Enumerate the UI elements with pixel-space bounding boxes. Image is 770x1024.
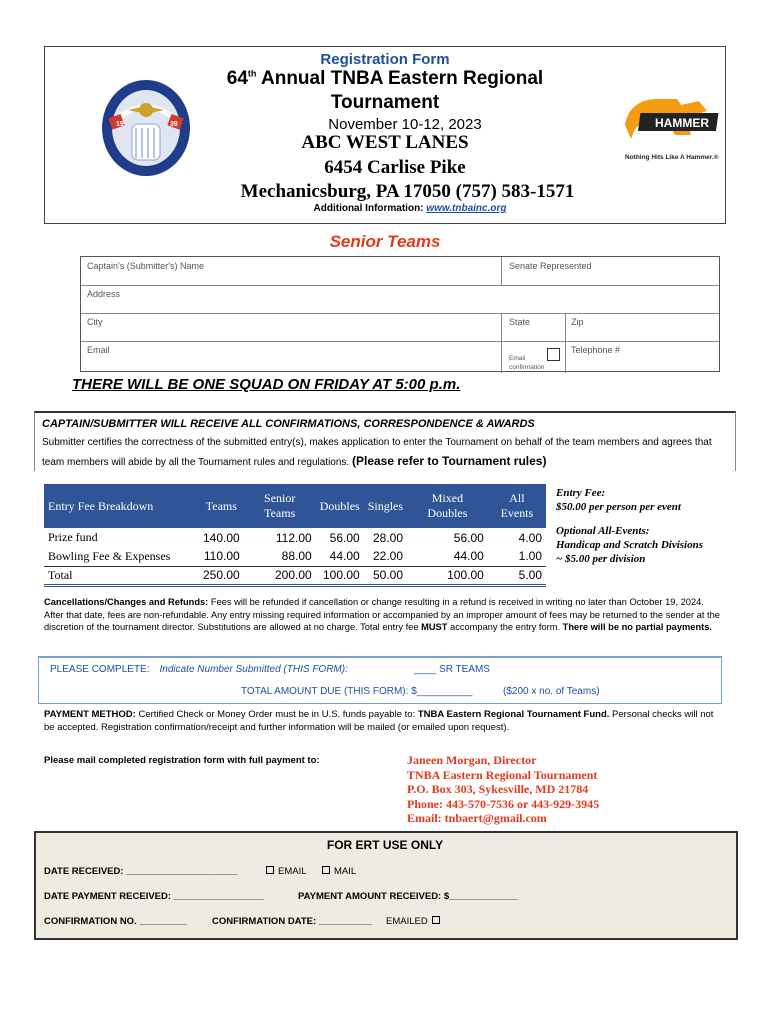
captain-name-field[interactable]: Captain's (Submitter's) Name — [87, 261, 204, 271]
cancellation-policy: Cancellations/Changes and Refunds: Fees will be refunded if cancellation or change resulting in a refund is received in writing no later than October 19, 2024. After that date, fees are non-refundable. Any entry missing required information or accompanied by an improper amount of fees may be returned to the sender at the discretion of the tournament director. Substitutions are allowed at no charge. Total entry fee MUST accompany the entry form. There will be no partial payments. — [44, 597, 720, 632]
emblem-year-right: 39 — [170, 121, 178, 128]
date-payment-field[interactable]: DATE PAYMENT RECEIVED: _________________ — [44, 891, 264, 902]
sr-teams-field[interactable]: ____ SR TEAMS — [414, 664, 490, 675]
fee-header: Mixed Doubles — [407, 484, 488, 528]
fee-header: Doubles — [316, 484, 364, 528]
email-confirmation-checkbox[interactable] — [547, 348, 560, 361]
venue-street: 6454 Carlise Pike — [324, 157, 466, 178]
mail-instruction: Please mail completed registration form with full payment to: — [44, 755, 320, 766]
total-due-field[interactable]: TOTAL AMOUNT DUE (THIS FORM): $__________ — [241, 686, 473, 697]
email-option[interactable]: EMAIL — [266, 866, 307, 877]
table-row: Bowling Fee & Expenses 110.00 88.00 44.00 22.00 44.00 1.00 — [48, 548, 542, 564]
email-checkbox — [266, 866, 274, 874]
fee-header: Singles — [364, 484, 407, 528]
fee-notes: Entry Fee: $50.00 per person per event Optional All-Events: Handicap and Scratch Divisions ~ $5.00 per division — [556, 487, 703, 565]
captain-title: CAPTAIN/SUBMITTER WILL RECEIVE ALL CONFIRMATIONS, CORRESPONDENCE & AWARDS — [42, 418, 535, 430]
tnba-emblem-icon — [96, 76, 196, 186]
hammer-logo-text: HAMMER — [655, 116, 709, 130]
city-field[interactable]: City — [87, 317, 103, 327]
fee-header: Teams — [199, 484, 244, 528]
fee-header: All Events — [488, 484, 546, 528]
confirmation-no-field[interactable]: CONFIRMATION NO. _________ — [44, 916, 187, 927]
rules-note: (Please refer to Tournament rules) — [351, 454, 547, 468]
payment-method: PAYMENT METHOD: Certified Check or Money Order must be in U.S. funds payable to: TNBA Eastern Regional Tournament Fund. Personal checks will not be accepted. Registration confirmation/receipt and further information will be mailed (or emailed upon request). — [44, 709, 714, 733]
address-field[interactable]: Address — [87, 289, 121, 299]
ert-title: FOR ERT USE ONLY — [326, 838, 444, 852]
squad-notice: THERE WILL BE ONE SQUAD ON FRIDAY AT 5:00 p.m. — [72, 376, 461, 393]
hammer-tagline: Nothing Hits Like A Hammer.® — [625, 154, 719, 161]
venue-name: ABC WEST LANES — [301, 132, 469, 153]
team-info-form — [80, 256, 720, 372]
senate-field[interactable]: Senate Represented — [509, 261, 592, 271]
email-field[interactable]: Email — [87, 345, 110, 355]
emblem-year-left: 19 — [116, 121, 124, 128]
director-address: Janeen Morgan, Director TNBA Eastern Regional Tournament P.O. Box 303, Sykesville, MD 21784 Phone: 443-570-7536 or 443-929-3945 Email: tnbaert@gmail.com — [407, 753, 600, 825]
fee-header: Senior Teams — [244, 484, 316, 528]
tournament-dates: November 10-12, 2023 — [328, 116, 482, 133]
mail-checkbox — [322, 866, 330, 874]
emailed-option[interactable]: EMAILED — [386, 916, 440, 927]
emailed-checkbox — [432, 916, 440, 924]
venue-city-phone: Mechanicsburg, PA 17050 (757) 583-1571 — [240, 181, 575, 202]
mail-option[interactable]: MAIL — [322, 866, 356, 877]
per-team-note: ($200 x no. of Teams) — [503, 686, 600, 697]
website-link[interactable]: www.tnbainc.org — [426, 203, 507, 214]
additional-info: Additional Information: www.tnbainc.org — [313, 203, 507, 214]
please-complete-label: PLEASE COMPLETE: Indicate Number Submitted (THIS FORM): — [50, 664, 348, 675]
registration-form-label: Registration Form — [320, 51, 450, 68]
state-field[interactable]: State — [509, 317, 531, 327]
table-row: Prize fund 140.00 112.00 56.00 28.00 56.00 4.00 — [48, 530, 542, 545]
payment-amount-field[interactable]: PAYMENT AMOUNT RECEIVED: $_____________ — [298, 891, 518, 902]
hammer-logo-icon — [615, 95, 725, 165]
captain-certification: Submitter certifies the correctness of the submitted entry(s), makes application to enter the Tournament on behalf of the team members and agrees that team members will abide by all the Tournament rules and regulations. (Please refer to Tournament rules) — [42, 437, 712, 468]
section-title: Senior Teams — [329, 232, 441, 251]
date-received-field[interactable]: DATE RECEIVED: _____________________ — [44, 866, 238, 877]
email-confirmation-label: Email confirmation — [509, 355, 545, 371]
tournament-title: 64th Annual TNBA Eastern Regional — [226, 68, 544, 89]
zip-field[interactable]: Zip — [571, 317, 584, 327]
telephone-field[interactable]: Telephone # — [571, 345, 621, 355]
confirmation-date-field[interactable]: CONFIRMATION DATE: __________ — [212, 916, 372, 927]
tournament-title-line2: Tournament — [330, 92, 440, 113]
fee-header: Entry Fee Breakdown — [44, 484, 199, 528]
table-row-total: Total 250.00 200.00 100.00 50.00 100.00 5.00 — [44, 566, 546, 585]
fee-table — [44, 484, 546, 587]
